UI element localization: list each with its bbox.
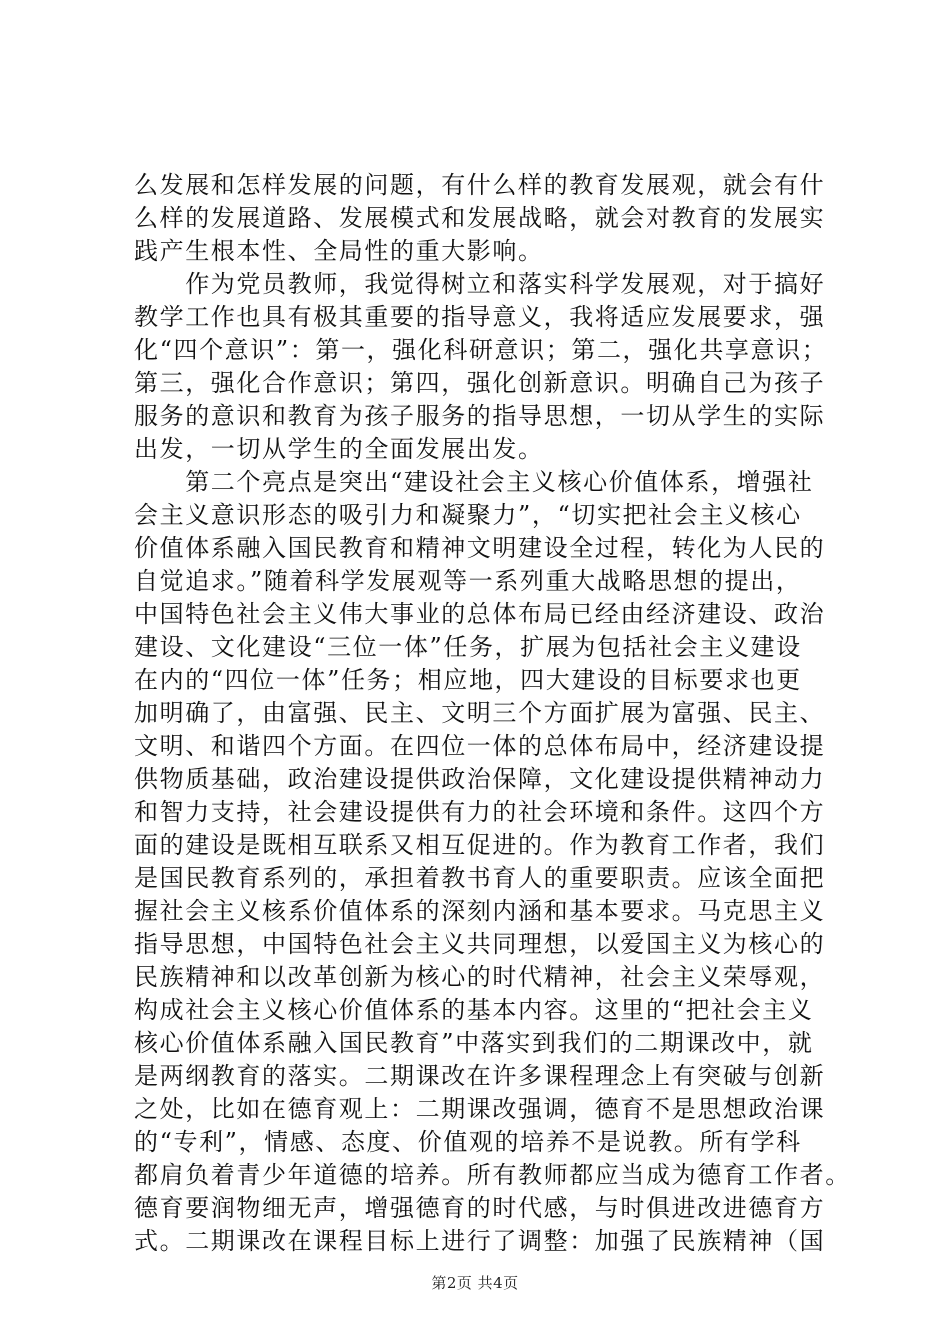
text-line: 之处，比如在德育观上：二期课改强调，德育不是思想政治课 <box>134 1095 826 1123</box>
text-line: 是国民教育系列的，承担着教书育人的重要职责。应该全面把 <box>134 864 826 892</box>
text-line: 握社会主义核系价值体系的深刻内涵和基本要求。马克思主义 <box>134 897 826 925</box>
text-line: 作为党员教师，我觉得树立和落实科学发展观，对于搞好 <box>134 270 826 298</box>
text-line: 是两纲教育的落实。二期课改在许多课程理念上有突破与创新 <box>134 1062 826 1090</box>
text-line: 面的建设是既相互联系又相互促进的。作为教育工作者，我们 <box>134 831 826 859</box>
text-line: 自觉追求。”随着科学发展观等一系列重大战略思想的提出， <box>134 567 802 595</box>
page-footer: 第2页 共4页 <box>431 1274 519 1292</box>
text-line: 建设、文化建设“三位一体”任务，扩展为包括社会主义建设 <box>134 633 802 661</box>
text-line: 化“四个意识”：第一，强化科研意识；第二，强化共享意识； <box>134 336 828 364</box>
text-line: 中国特色社会主义伟大事业的总体布局已经由经济建设、政治 <box>134 600 826 628</box>
text-line: 都肩负着青少年道德的培养。所有教师都应当成为德育工作者。 <box>134 1161 851 1189</box>
text-line: 会主义意识形态的吸引力和凝聚力”，“切实把社会主义核心 <box>134 501 802 529</box>
text-line: 么样的发展道路、发展模式和发展战略，就会对教育的发展实 <box>134 204 826 232</box>
text-line: 在内的“四位一体”任务；相应地，四大建设的目标要求也更 <box>134 666 802 694</box>
text-line: 指导思想，中国特色社会主义共同理想，以爱国主义为核心的 <box>134 930 826 958</box>
text-line: 德育要润物细无声，增强德育的时代感，与时俱进改进德育方 <box>134 1194 826 1222</box>
text-line: 民族精神和以改革创新为核心的时代精神，社会主义荣辱观， <box>134 963 826 991</box>
text-line: 践产生根本性、全局性的重大影响。 <box>134 237 544 265</box>
text-line: 么发展和怎样发展的问题，有什么样的教育发展观，就会有什 <box>134 171 826 199</box>
text-line: 和智力支持，社会建设提供有力的社会环境和条件。这四个方 <box>134 798 826 826</box>
text-line: 服务的意识和教育为孩子服务的指导思想，一切从学生的实际 <box>134 402 826 430</box>
text-line: 第三，强化合作意识；第四，强化创新意识。明确自己为孩子 <box>134 369 826 397</box>
body-text <box>134 169 851 1258</box>
text-line: 加明确了，由富强、民主、文明三个方面扩展为富强、民主、 <box>134 699 826 727</box>
text-line: 教学工作也具有极其重要的指导意义，我将适应发展要求，强 <box>134 303 826 331</box>
text-line: 第二个亮点是突出“建设社会主义核心价值体系，增强社 <box>134 468 814 496</box>
text-line: 构成社会主义核心价值体系的基本内容。这里的“把社会主义 <box>134 996 814 1024</box>
text-line: 出发，一切从学生的全面发展出发。 <box>134 435 544 463</box>
text-line: 的“专利”，情感、态度、价值观的培养不是说教。所有学科 <box>134 1128 802 1156</box>
text-line: 供物质基础，政治建设提供政治保障，文化建设提供精神动力 <box>134 765 826 793</box>
text-line: 式。二期课改在课程目标上进行了调整：加强了民族精神（国 <box>134 1227 826 1255</box>
text-line: 价值体系融入国民教育和精神文明建设全过程，转化为人民的 <box>134 534 826 562</box>
text-line: 文明、和谐四个方面。在四位一体的总体布局中，经济建设提 <box>134 732 826 760</box>
text-line: 核心价值体系融入国民教育”中落实到我们的二期课改中，就 <box>134 1029 814 1057</box>
